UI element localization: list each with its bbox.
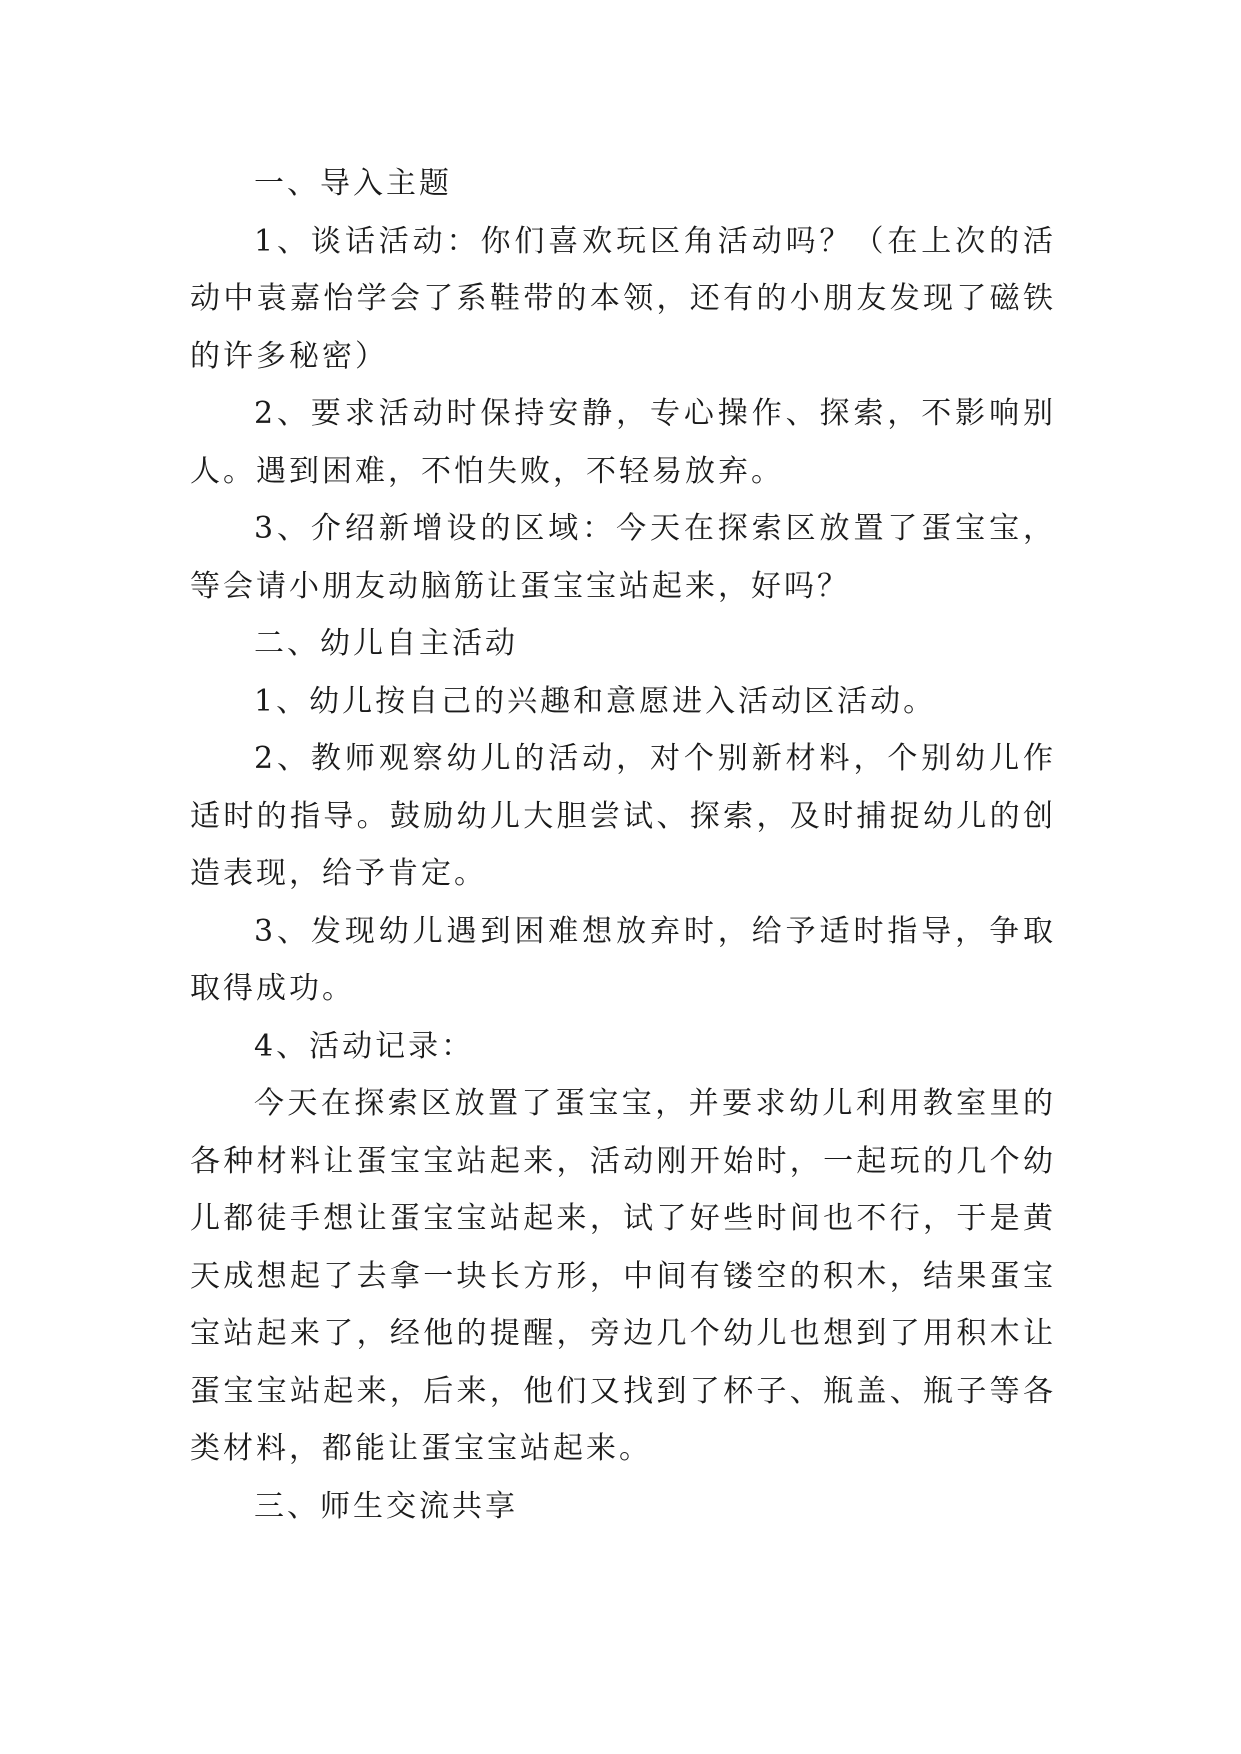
paragraph: 1、谈话活动：你们喜欢玩区角活动吗？（在上次的活动中袁嘉怡学会了系鞋带的本领，还有的小朋友发现了磁铁的许多秘密）: [190, 223, 1056, 374]
paragraph: 1、幼儿按自己的兴趣和意愿进入活动区活动。: [254, 683, 937, 719]
paragraph: 3、介绍新增设的区域：今天在探索区放置了蛋宝宝，等会请小朋友动脑筋让蛋宝宝站起来，好吗？: [190, 511, 1056, 604]
section-heading-3: 三、师生交流共享: [254, 1488, 518, 1524]
document-body: [190, 155, 1056, 1535]
section-heading-1: 一、导入主题: [254, 166, 452, 201]
section-heading-2: 二、幼儿自主活动: [254, 626, 518, 661]
paragraph: 2、要求活动时保持安静，专心操作、探索，不影响别人。遇到困难，不怕失败，不轻易放弃。: [190, 396, 1056, 489]
paragraph: 今天在探索区放置了蛋宝宝，并要求幼儿利用教室里的各种材料让蛋宝宝站起来，活动刚开始时，一起玩的几个幼儿都徒手想让蛋宝宝站起来，试了好些时间也不行，于是黄天成想起了去拿一块长方形，中间有镂空的积木，结果蛋宝宝站起来了，经他的提醒，旁边几个幼儿也想到了用积木让蛋宝宝站起来，后来，他们又找到了杯子、瓶盖、瓶子等各类材料，都能让蛋宝宝站起来。: [190, 1086, 1056, 1466]
paragraph: 2、教师观察幼儿的活动，对个别新材料，个别幼儿作适时的指导。鼓励幼儿大胆尝试、探索，及时捕捉幼儿的创造表现，给予肯定。: [190, 741, 1056, 891]
paragraph: 3、发现幼儿遇到困难想放弃时，给予适时指导，争取取得成功。: [190, 913, 1056, 1006]
paragraph: 4、活动记录：: [254, 1028, 475, 1064]
